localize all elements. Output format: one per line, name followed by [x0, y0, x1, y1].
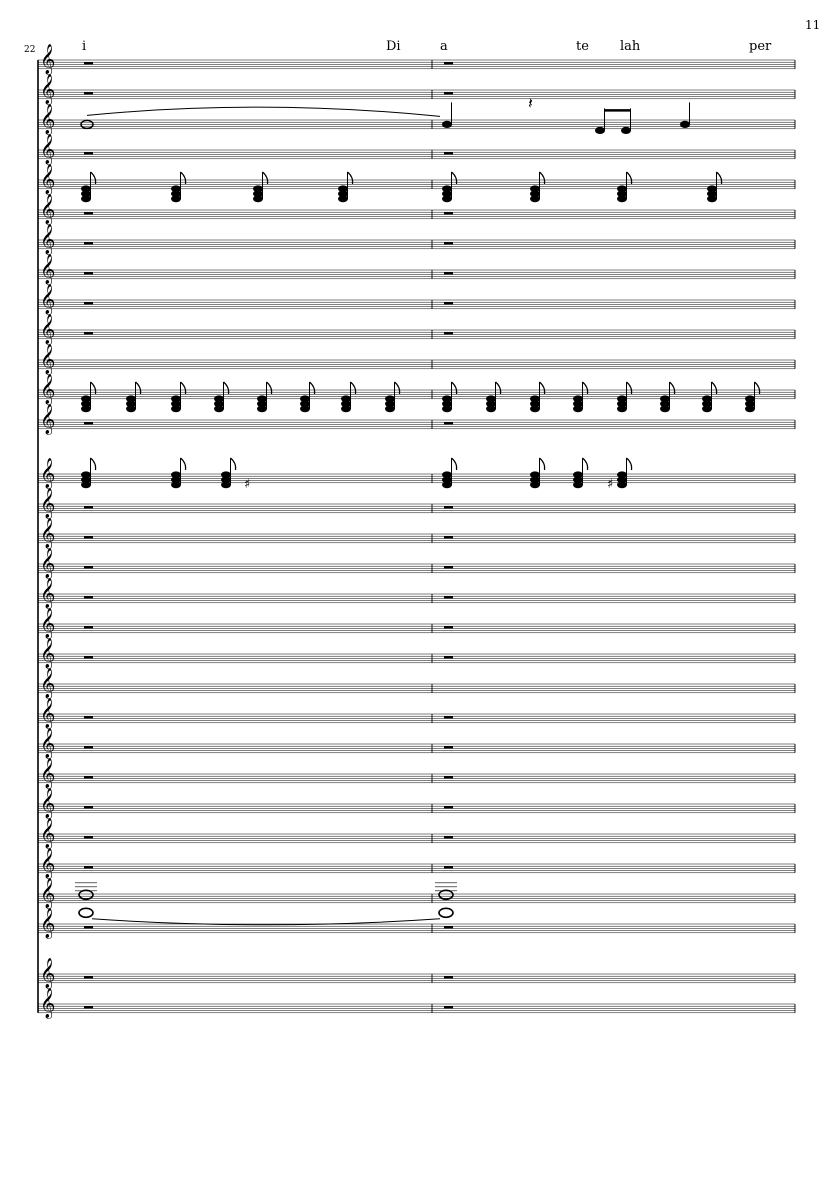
treble-clef: 𝄞	[40, 608, 56, 639]
chord-notehead	[530, 185, 540, 192]
treble-clef: 𝄞	[40, 848, 56, 879]
measure-number: 22	[24, 45, 36, 55]
treble-clef: 𝄞	[40, 224, 56, 255]
whole-rest	[84, 746, 93, 748]
chord-notehead	[442, 395, 452, 402]
treble-clef: 𝄞	[40, 488, 56, 519]
whole-rest	[84, 536, 93, 538]
treble-clef: 𝄞	[40, 314, 56, 345]
treble-clef: 𝄞	[40, 458, 56, 489]
tie	[87, 107, 440, 116]
whole-rest	[444, 92, 453, 94]
treble-clef: 𝄞	[40, 698, 56, 729]
whole-rest	[444, 836, 453, 838]
note-flag	[627, 458, 632, 470]
treble-clef: 𝄞	[40, 254, 56, 285]
chord-notehead	[617, 395, 627, 402]
chord-notehead	[702, 395, 712, 402]
whole-rest	[444, 596, 453, 598]
whole-rest	[84, 92, 93, 94]
whole-rest	[84, 242, 93, 244]
chord-notehead	[707, 185, 717, 192]
chord-notehead	[171, 471, 181, 478]
whole-rest	[444, 506, 453, 508]
whole-rest	[84, 776, 93, 778]
whole-rest	[84, 926, 93, 928]
chord-notehead	[442, 471, 452, 478]
whole-rest	[444, 776, 453, 778]
whole-note	[79, 890, 93, 899]
treble-clef: 𝄞	[40, 638, 56, 669]
whole-rest	[84, 866, 93, 868]
treble-clef: 𝄞	[40, 988, 56, 1019]
whole-rest	[444, 242, 453, 244]
whole-rest	[84, 836, 93, 838]
treble-clef: 𝄞	[40, 374, 56, 405]
chord-notehead	[214, 395, 224, 402]
whole-rest	[444, 302, 453, 304]
whole-rest	[444, 422, 453, 424]
lyric-syllable: Di	[386, 39, 401, 54]
note-flag	[452, 458, 457, 470]
sharp-accidental: ♯	[244, 477, 251, 492]
chord-notehead	[442, 185, 452, 192]
whole-rest	[84, 976, 93, 978]
whole-rest	[444, 746, 453, 748]
whole-rest	[84, 626, 93, 628]
whole-rest	[84, 302, 93, 304]
quarter-rest: 𝄽	[528, 93, 533, 113]
sharp-accidental: ♯	[607, 477, 614, 492]
chord-notehead	[257, 395, 267, 402]
whole-rest	[444, 536, 453, 538]
treble-clef: 𝄞	[40, 104, 56, 135]
chord-notehead	[81, 185, 91, 192]
whole-rest	[84, 716, 93, 718]
whole-rest	[84, 152, 93, 154]
chord-notehead	[171, 185, 181, 192]
whole-rest	[444, 806, 453, 808]
quarter-note	[595, 127, 605, 134]
chord-notehead	[126, 395, 136, 402]
treble-clef: 𝄞	[40, 44, 56, 75]
whole-rest	[444, 62, 453, 64]
quarter-note	[680, 121, 690, 128]
whole-rest	[84, 506, 93, 508]
whole-rest	[84, 332, 93, 334]
whole-rest	[84, 272, 93, 274]
treble-clef: 𝄞	[40, 668, 56, 699]
whole-rest	[444, 866, 453, 868]
whole-rest	[84, 422, 93, 424]
note-flag	[583, 458, 588, 470]
chord-notehead	[530, 471, 540, 478]
whole-rest	[444, 656, 453, 658]
chord-notehead	[617, 471, 627, 478]
chord-notehead	[745, 395, 755, 402]
whole-note	[439, 908, 453, 917]
whole-note	[79, 908, 93, 917]
treble-clef: 𝄞	[40, 818, 56, 849]
whole-rest	[84, 212, 93, 214]
whole-rest	[84, 656, 93, 658]
whole-rest	[444, 1006, 453, 1008]
chord-notehead	[385, 395, 395, 402]
quarter-note	[442, 121, 452, 128]
note-flag	[231, 458, 236, 470]
lyric-syllable: te	[576, 39, 589, 54]
treble-clef: 𝄞	[40, 758, 56, 789]
whole-note	[439, 890, 453, 899]
whole-rest	[84, 566, 93, 568]
treble-clef: 𝄞	[40, 578, 56, 609]
chord-notehead	[81, 395, 91, 402]
treble-clef: 𝄞	[40, 518, 56, 549]
treble-clef: 𝄞	[40, 958, 56, 989]
treble-clef: 𝄞	[40, 164, 56, 195]
lyric-syllable: lah	[620, 39, 641, 54]
chord-notehead	[171, 395, 181, 402]
chord-notehead	[300, 395, 310, 402]
lyric-syllable: a	[440, 39, 448, 54]
page-number: 11	[805, 18, 821, 32]
chord-notehead	[81, 471, 91, 478]
whole-rest	[444, 212, 453, 214]
whole-rest	[444, 626, 453, 628]
treble-clef: 𝄞	[40, 194, 56, 225]
whole-rest	[444, 976, 453, 978]
treble-clef: 𝄞	[40, 74, 56, 105]
treble-clef: 𝄞	[40, 404, 56, 435]
treble-clef: 𝄞	[40, 788, 56, 819]
chord-notehead	[338, 185, 348, 192]
whole-rest	[444, 566, 453, 568]
whole-rest	[444, 332, 453, 334]
note-flag	[181, 458, 186, 470]
whole-rest	[444, 926, 453, 928]
chord-notehead	[573, 471, 583, 478]
whole-rest	[444, 272, 453, 274]
treble-clef: 𝄞	[40, 908, 56, 939]
chord-notehead	[221, 471, 231, 478]
chord-notehead	[530, 395, 540, 402]
chord-notehead	[341, 395, 351, 402]
note-flag	[91, 458, 96, 470]
whole-rest	[444, 716, 453, 718]
treble-clef: 𝄞	[40, 728, 56, 759]
treble-clef: 𝄞	[40, 284, 56, 315]
chord-notehead	[617, 185, 627, 192]
lyric-syllable: per	[749, 39, 772, 54]
chord-notehead	[573, 395, 583, 402]
quarter-note	[621, 127, 631, 134]
whole-rest	[444, 152, 453, 154]
note-flag	[540, 458, 545, 470]
chord-notehead	[660, 395, 670, 402]
whole-rest	[84, 62, 93, 64]
chord-notehead	[486, 395, 496, 402]
lyric-syllable: i	[82, 39, 87, 54]
treble-clef: 𝄞	[40, 878, 56, 909]
whole-rest	[84, 596, 93, 598]
chord-notehead	[253, 185, 263, 192]
treble-clef: 𝄞	[40, 548, 56, 579]
whole-rest	[84, 806, 93, 808]
treble-clef: 𝄞	[40, 134, 56, 165]
treble-clef: 𝄞	[40, 344, 56, 375]
whole-rest	[84, 1006, 93, 1008]
